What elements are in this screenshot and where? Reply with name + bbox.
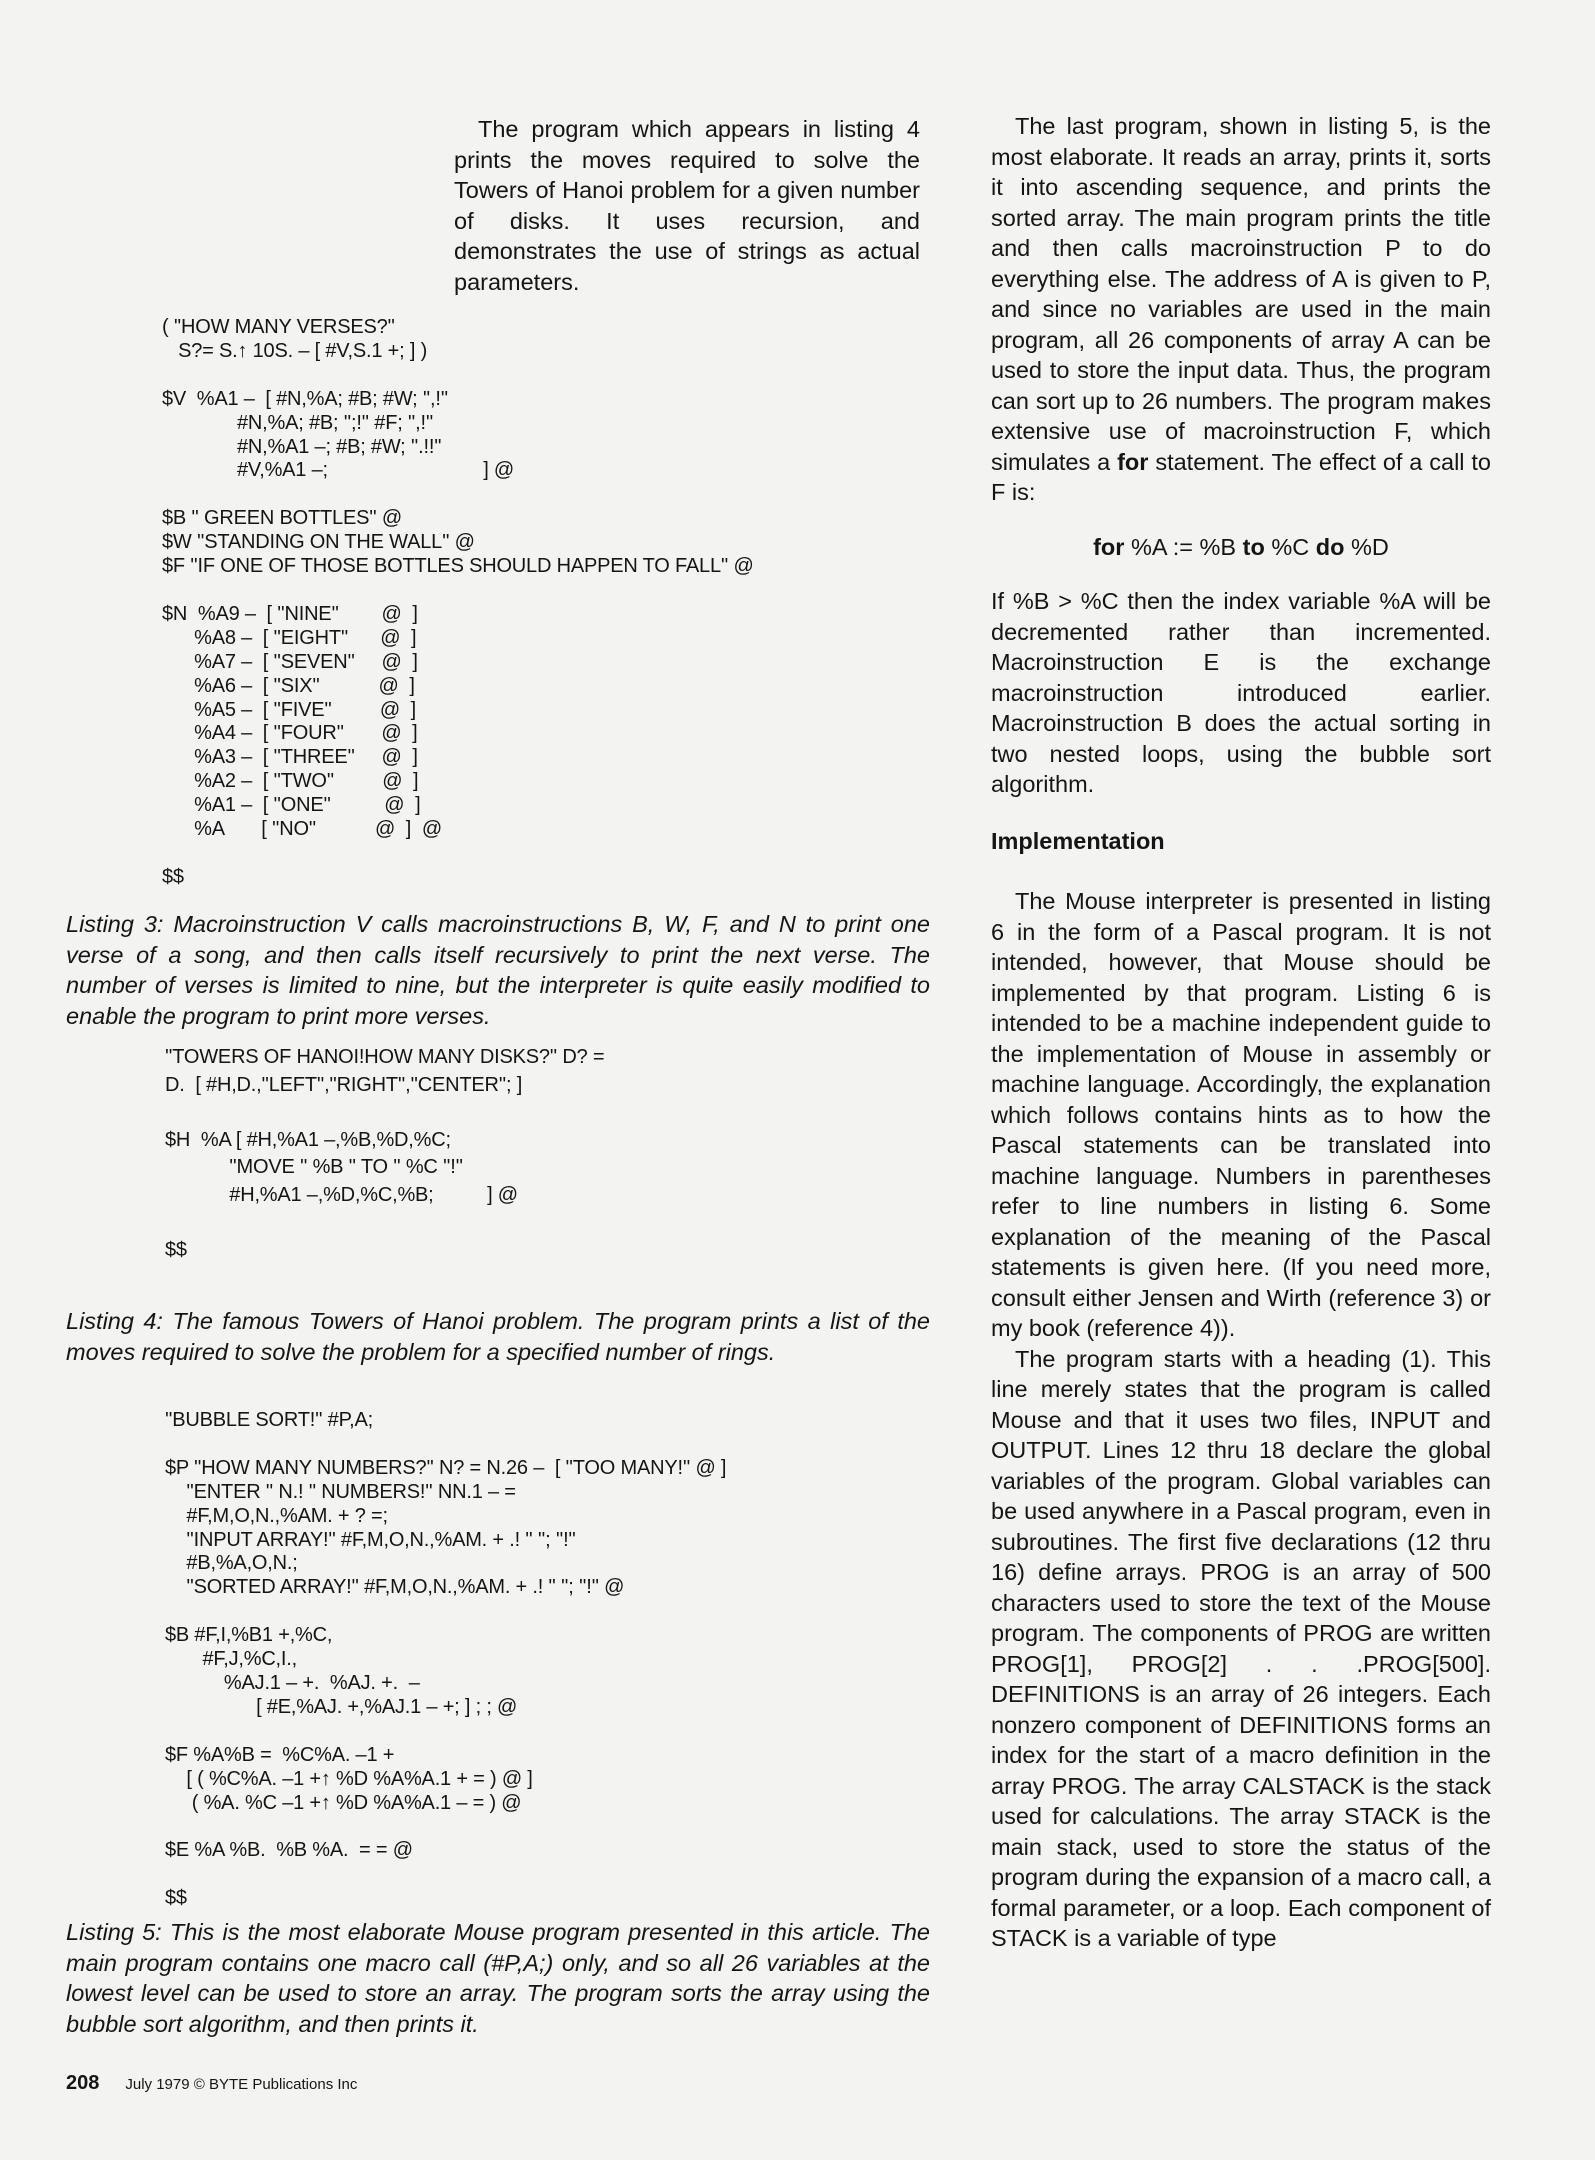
paragraph-1	[991, 111, 1491, 508]
paragraph-2: If %B > %C then the index variable %A will be decremented rather than incremented. Macroinstruction E is the exchange macroinstruction introduced earlier. Macroinstruction B does the actual sorting in two nested loops, using the bubble sort algorithm.	[991, 588, 1491, 797]
listing-4-caption: Listing 4: The famous Towers of Hanoi problem. The program prints a list of the moves required to solve the problem for a specified number of rings.	[66, 1308, 930, 1365]
p1-text: The last program, shown in listing 5, is the most elaborate. It reads an array, prints it, sorts it into ascending sequence, and prints the sorted array. The main program prints the title and then calls macroinstruction P to do everything else. The address of A is given to P, and since no variables are used in the main program, all 26 components of array A can be used to store the input data. Thus, the program can sort up to 26 numbers. The program makes extensive use of macroinstruction F, which simulates a	[991, 113, 1491, 475]
page-number: 208	[66, 2072, 100, 2094]
paragraph-4: The program starts with a heading (1). This line merely states that the program is called Mouse and that it uses two files, INPUT and OUTPUT. Lines 12 thru 18 declare the global variables of the program. Global variables can be used anywhere in a Pascal program, even in subroutines. The first five declarations (12 thru 16) define arrays. PROG is an array of 500 characters used to store the text of the Mouse program. The components of PROG are written PROG[1], PROG[2] . . .PROG[500]. DEFINITIONS is an array of 26 integers. Each nonzero component of DEFINITIONS forms an index for the start of a macro definition in the array PROG. The array CALSTACK is the stack used for calculations. The array STACK is the main stack, used to store the status of the program during the expansion of a macro call, a formal parameter, or a loop. Each component of STACK is a variable of type	[991, 1345, 1491, 1951]
kw-do: do	[1315, 533, 1345, 560]
kw-for: for	[1093, 533, 1125, 560]
listing-5-code: ''BUBBLE SORT!'' #P,A; $P ''HOW MANY NUMBERS?'' N? = N.26 – [ ''TOO MANY!'' @ ] ''ENTER '' N.! '' NUMBERS!'' NN.1 – = #F,M,O,N.,%AM. + ? =; ''INPUT ARRAY!'' #F,M,O,N.,%AM. + .! '' ''; ''!'' #B,%A,O,N.; ''SORTED ARRAY!'' #F,M,O,N.,%AM. + .! '' ''; ''!'' @ $B #F,I,%B1 +,%C, #F,J,%C,I., %AJ.1 – +. %AJ. +. – [ #E,%AJ. +,%AJ.1 – +; ] ; ; @ $F %A%B = %C%A. –1 + [ ( %C%A. –1 +↑ %D %A%A.1 + = ) @ ] ( %A. %C –1 +↑ %D %A%A.1 – = ) @ $E %A %B. %B %A. = = @ $$	[165, 1409, 727, 1910]
kw-to: to	[1242, 533, 1265, 560]
listing-5-caption: Listing 5: This is the most elaborate Mouse program presented in this article. The main program contains one macro call (#P,A;) only, and so all 26 variables at the lowest level can be used to store an array. The program sorts the array using the bubble sort algorithm, and then prints it.	[66, 1919, 930, 2037]
formula-part: %A := %B	[1124, 533, 1243, 560]
p1-text-end: statement. The effect of a call to F is:	[991, 448, 1492, 505]
formula-part: %D	[1344, 533, 1389, 560]
right-column	[991, 111, 1491, 1954]
listing-3-code: ( ''HOW MANY VERSES?'' S?= S.↑ 10S. – [ #V,S.1 +; ] ) $V %A1 – [ #N,%A; #B; #W; '',!'' #N,%A; #B; '';!'' #F; '',!'' #N,%A1 –; #B; #W; ''.!!'' #V,%A1 –; ] @ $B '' GREEN BOTTLES'' @ $W ''STANDING ON THE WALL'' @ $F ''IF ONE OF THOSE BOTTLES SHOULD HAPPEN TO FALL'' @ $N %A9 – [ ''NINE'' @ ] %A8 – [ ''EIGHT'' @ ] %A7 – [ ''SEVEN'' @ ] %A6 – [ ''SIX'' @ ] %A5 – [ ''FIVE'' @ ] %A4 – [ ''FOUR'' @ ] %A3 – [ ''THREE'' @ ] %A2 – [ ''TWO'' @ ] %A1 – [ ''ONE'' @ ] %A [ ''NO'' @ ] @ $$	[162, 316, 754, 888]
section-heading: Implementation	[991, 827, 1165, 854]
page-footer	[66, 2072, 357, 2095]
intro-paragraph	[454, 114, 920, 297]
formula-part: %C	[1264, 533, 1316, 560]
listing-3-caption: Listing 3: Macroinstruction V calls macroinstructions B, W, F, and N to print one verse of a song, and then calls itself recursively to print the next verse. The number of verses is limited to nine, but the interpreter is quite easily modified to enable the program to print more verses.	[66, 911, 930, 1029]
listing-4-code: ''TOWERS OF HANOI!HOW MANY DISKS?'' D? = D. [ #H,D.,''LEFT'',''RIGHT'',''CENTER''; ] $H %A [ #H,%A1 –,%B,%D,%C; ''MOVE '' %B '' TO '' %C ''!'' #H,%A1 –,%D,%C,%B; ] @ $$	[165, 1046, 605, 1261]
intro-text: The program which appears in listing 4 prints the moves required to solve the Towers of Hanoi problem for a given number of disks. It uses recursion, and demonstrates the use of strings as actual parameters.	[454, 116, 920, 295]
for-formula	[991, 532, 1491, 563]
p1-keyword: for	[1117, 448, 1149, 475]
paragraph-3: The Mouse interpreter is presented in listing 6 in the form of a Pascal program. It is not intended, however, that Mouse should be implemented by that program. Listing 6 is intended to be a machine independent guide to the implementation of Mouse in assembly or machine language. Accordingly, the explanation which follows contains hints as to how the Pascal statements can be translated into machine language. Numbers in parentheses refer to line numbers in listing 6. Some explanation of the meaning of the Pascal statements is given here. (If you need more, consult either Jensen and Wirth (reference 3) or my book (reference 4)).	[991, 888, 1491, 1341]
footer-credit: July 1979 © BYTE Publications Inc	[125, 2076, 358, 2093]
